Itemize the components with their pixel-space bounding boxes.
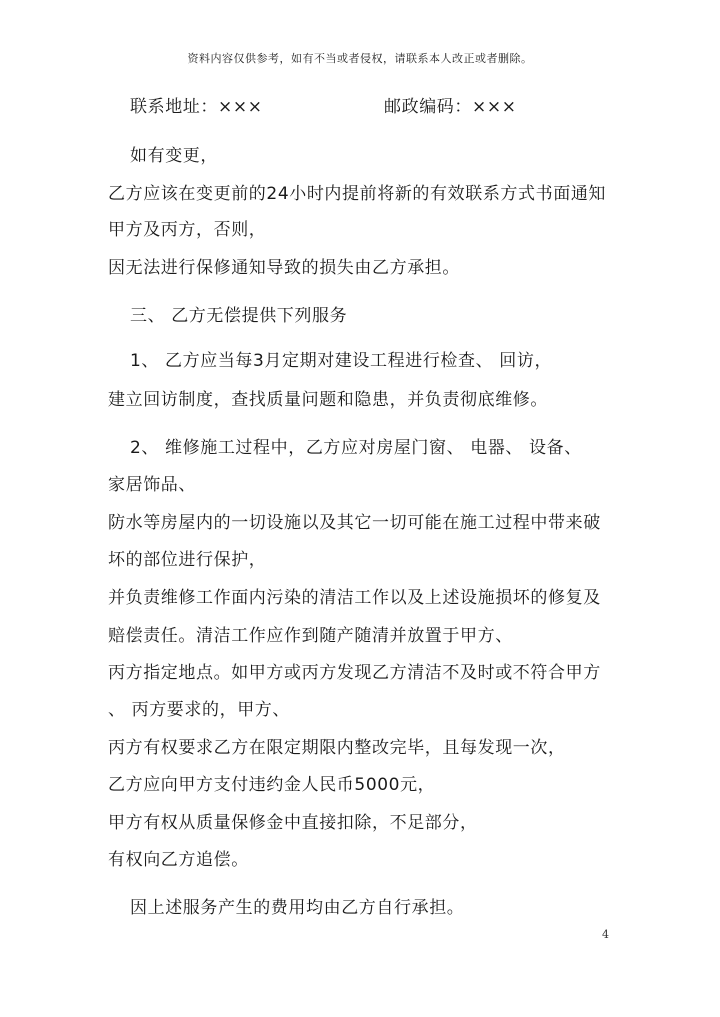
paragraph-line: 2、 维修施工过程中，乙方应对房屋门窗、 电器、 设备、 <box>130 438 582 458</box>
page-number: 4 <box>602 928 609 941</box>
paragraph-line: 因上述服务产生的费用均由乙方自行承担。 <box>130 898 465 918</box>
contact-address: 联系地址：××× <box>130 97 263 117</box>
contact-postcode: 邮政编码：××× <box>384 97 517 117</box>
paragraph-line: 如有变更， <box>130 146 218 166</box>
paragraph-line: 家居饰品、 <box>108 475 196 495</box>
paragraph-line: 防水等房屋内的一切设施以及其它一切可能在施工过程中带来破 <box>108 513 601 533</box>
paragraph-line: 甲方及丙方，否则， <box>108 220 267 240</box>
paragraph-line: 乙方应该在变更前的24小时内提前将新的有效联系方式书面通知 <box>108 184 607 204</box>
paragraph-line: 、 丙方要求的，甲方、 <box>108 700 291 720</box>
paragraph-line: 1、 乙方应当每3月定期对建设工程进行检查、 回访， <box>130 351 553 371</box>
paragraph-line: 建立回访制度，查找质量问题和隐患，并负责彻底维修。 <box>108 390 548 410</box>
paragraph-line: 坏的部位进行保护， <box>108 550 267 570</box>
paragraph-line: 丙方指定地点。如甲方或丙方发现乙方清洁不及时或不符合甲方 <box>108 663 601 683</box>
paragraph-line: 有权向乙方追偿。 <box>108 850 249 870</box>
section-heading: 三、 乙方无偿提供下列服务 <box>130 306 348 326</box>
paragraph-line: 乙方应向甲方支付违约金人民币5000元， <box>108 775 436 795</box>
paragraph-line: 因无法进行保修通知导致的损失由乙方承担。 <box>108 258 460 278</box>
header-disclaimer: 资料内容仅供参考，如有不当或者侵权，请联系本人改正或者删除。 <box>187 52 533 65</box>
paragraph-line: 甲方有权从质量保修金中直接扣除，不足部分， <box>108 813 478 833</box>
paragraph-line: 并负责维修工作面内污染的清洁工作以及上述设施损坏的修复及 <box>108 588 601 608</box>
paragraph-line: 赔偿责任。清洁工作应作到随产随清并放置于甲方、 <box>108 626 513 646</box>
paragraph-line: 丙方有权要求乙方在限定期限内整改完毕，且每发现一次， <box>108 738 566 758</box>
